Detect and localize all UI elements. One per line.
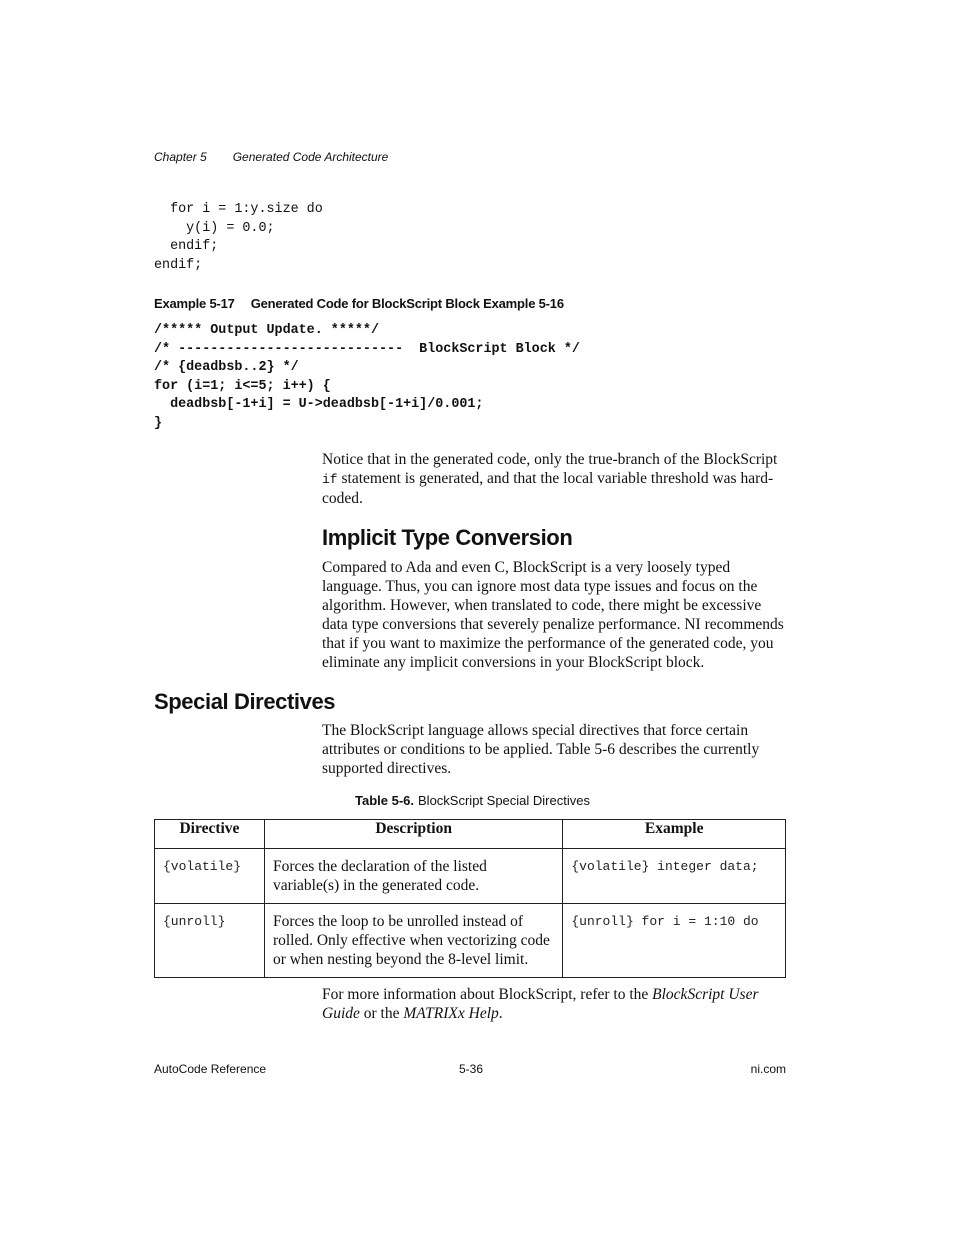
table-row bbox=[155, 849, 786, 904]
running-header bbox=[154, 150, 388, 164]
example-title: Generated Code for BlockScript Block Example 5-16 bbox=[250, 296, 564, 311]
footer-document-title: AutoCode Reference bbox=[154, 1062, 267, 1076]
example-cell: {volatile} integer data; bbox=[563, 849, 786, 904]
directive-cell: {volatile} bbox=[155, 849, 265, 904]
code-line: /* ---------------------------- BlockScript Block */ bbox=[154, 341, 580, 357]
heading-special-directives: Special Directives bbox=[154, 689, 336, 714]
code-line: /* {deadbsb..2} */ bbox=[154, 360, 299, 376]
table-number: Table 5-6. bbox=[355, 793, 415, 808]
code-line: } bbox=[154, 415, 163, 431]
code-line: endif; bbox=[154, 257, 203, 273]
special-paragraph: The BlockScript language allows special directives that force certain attributes or conditions to be applied. Table 5-6 describes the currently supported directives. bbox=[322, 722, 760, 777]
directive-cell: {unroll} bbox=[155, 904, 265, 978]
table-caption bbox=[355, 793, 590, 808]
column-header-directive: Directive bbox=[155, 820, 265, 849]
code-block-loop bbox=[154, 201, 323, 275]
heading-implicit-type-conversion: Implicit Type Conversion bbox=[322, 525, 573, 550]
notice-paragraph bbox=[322, 450, 786, 508]
code-line: endif; bbox=[154, 239, 219, 255]
implicit-paragraph: Compared to Ada and even C, BlockScript is a very loosely typed language. Thus, you can ignore most data type issues and focus on the algorithm. However, when translated to code, there might be excessive data type conversions that severely penalize performance. NI recommends that if you want to maximize the performance of the generated code, you eliminate any implicit conversions in your BlockScript block. bbox=[322, 559, 784, 671]
code-line: /***** Output Update. *****/ bbox=[154, 323, 379, 338]
example-caption bbox=[154, 296, 564, 311]
chapter-label: Chapter 5 bbox=[154, 150, 207, 164]
more-info-middle: or the bbox=[363, 1005, 400, 1022]
code-line: for i = 1:y.size do bbox=[154, 202, 323, 217]
example-number: Example 5-17 bbox=[154, 296, 235, 311]
footer-website: ni.com bbox=[750, 1062, 786, 1076]
table-title: BlockScript Special Directives bbox=[418, 793, 590, 808]
notice-text-start: Notice that in the generated code, only the true-branch of the BlockScript bbox=[322, 451, 778, 468]
more-info-paragraph bbox=[322, 985, 786, 1023]
more-info-prefix: For more information about BlockScript, refer to the bbox=[322, 986, 649, 1003]
description-cell: Forces the loop to be unrolled instead of rolled. Only effective when vectorizing code or when nesting beyond the 8-level limit. bbox=[264, 904, 562, 978]
description-cell: Forces the declaration of the listed variable(s) in the generated code. bbox=[264, 849, 562, 904]
code-line: y(i) = 0.0; bbox=[154, 220, 275, 236]
column-header-description: Description bbox=[264, 820, 562, 849]
more-info-suffix: . bbox=[498, 1005, 503, 1022]
code-line: deadbsb[-1+i] = U->deadbsb[-1+i]/0.001; bbox=[154, 397, 484, 413]
blockscript-user-guide-reference: BlockScript User Guide bbox=[322, 986, 759, 1022]
table-row bbox=[155, 904, 786, 978]
footer-page-number: 5-36 bbox=[459, 1062, 484, 1076]
code-line: for (i=1; i<=5; i++) { bbox=[154, 378, 331, 394]
chapter-title: Generated Code Architecture bbox=[232, 150, 389, 164]
example-cell: {unroll} for i = 1:10 do bbox=[563, 904, 786, 978]
column-header-example: Example bbox=[563, 820, 786, 849]
inline-code-if: if bbox=[322, 472, 338, 487]
directives-table bbox=[154, 819, 786, 978]
matrixx-help-reference: MATRIXx Help bbox=[403, 1005, 499, 1022]
code-block-generated bbox=[154, 322, 580, 434]
table-header-row bbox=[155, 820, 786, 849]
notice-text-end: statement is generated, and that the local variable threshold was hard-coded. bbox=[322, 470, 774, 507]
